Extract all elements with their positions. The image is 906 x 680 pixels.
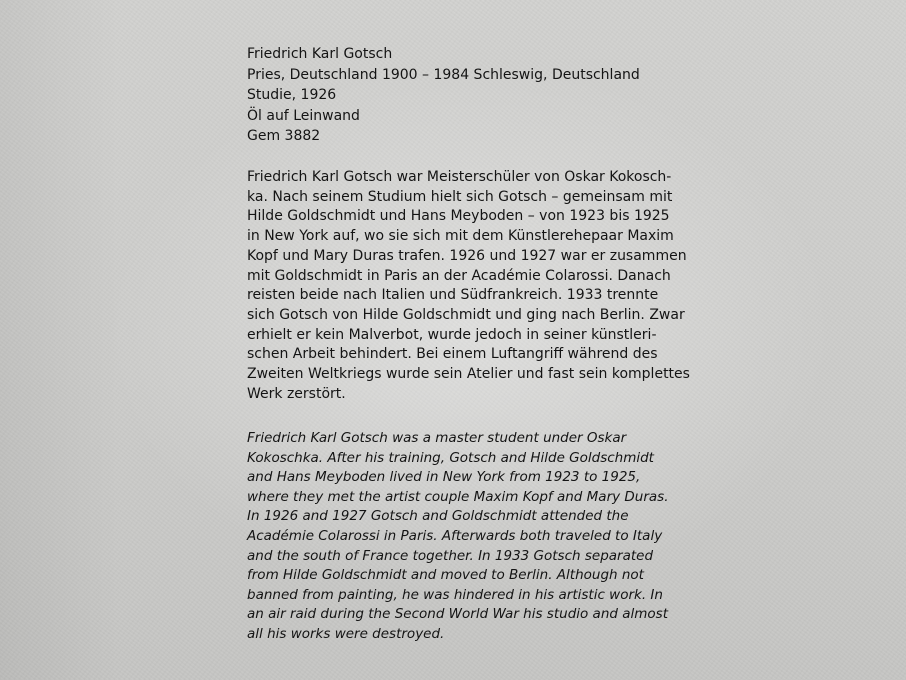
wall-shadow xyxy=(0,0,120,680)
german-line: ka. Nach seinem Studium hielt sich Gotsch – gemeinsam mit xyxy=(247,188,673,205)
german-line: in New York auf, wo sie sich mit dem Künstlerehepaar Maxim xyxy=(247,228,674,245)
german-line: Kopf und Mary Duras trafen. 1926 und 1927 war er zusammen xyxy=(247,247,687,264)
artist-life-dates: Pries, Deutschland 1900 – 1984 Schleswig, Deutschland xyxy=(247,66,640,83)
artwork-title-year: Studie, 1926 xyxy=(247,87,337,103)
english-line: and the south of France together. In 1933 Gotsch separated xyxy=(247,547,654,564)
museum-wall-label xyxy=(247,44,690,642)
german-line: Hilde Goldschmidt und Hans Meyboden – von 1923 bis 1925 xyxy=(247,208,670,225)
german-line: schen Arbeit behindert. Bei einem Luftangriff während des xyxy=(247,346,658,363)
german-line: sich Gotsch von Hilde Goldschmidt und ging nach Berlin. Zwar xyxy=(247,306,685,323)
label-header xyxy=(247,44,677,147)
english-line: Friedrich Karl Gotsch was a master student under Oskar xyxy=(247,430,627,446)
artist-name: Friedrich Karl Gotsch xyxy=(247,46,393,62)
german-line: reisten beide nach Italien und Südfrankreich. 1933 trennte xyxy=(247,287,659,304)
english-description xyxy=(247,429,677,645)
english-line: where they met the artist couple Maxim Kopf and Mary Duras. xyxy=(247,488,669,505)
german-line: Werk zerstört. xyxy=(247,385,346,402)
english-line: from Hilde Goldschmidt and moved to Berlin. Although not xyxy=(247,567,644,584)
english-line: In 1926 and 1927 Gotsch and Goldschmidt attended the xyxy=(247,508,629,525)
inventory-number: Gem 3882 xyxy=(247,128,321,144)
artwork-medium: Öl auf Leinwand xyxy=(247,107,360,124)
english-line: all his works were destroyed. xyxy=(247,625,445,642)
english-line: an air raid during the Second World War his studio and almost xyxy=(247,606,669,623)
german-line: mit Goldschmidt in Paris an der Académie Colarossi. Danach xyxy=(247,267,671,284)
english-line: Kokoschka. After his training, Gotsch and Hilde Goldschmidt xyxy=(247,449,654,466)
german-line: Friedrich Karl Gotsch war Meisterschüler von Oskar Kokosch- xyxy=(247,169,672,185)
english-line: and Hans Meyboden lived in New York from 1923 to 1925, xyxy=(247,469,641,486)
german-line: Zweiten Weltkriegs wurde sein Atelier und fast sein komplettes xyxy=(247,366,690,383)
german-description xyxy=(247,168,690,404)
english-line: banned from painting, he was hindered in his artistic work. In xyxy=(247,586,663,603)
german-line: erhielt er kein Malverbot, wurde jedoch in seiner künstleri- xyxy=(247,326,657,343)
english-line: Académie Colarossi in Paris. Afterwards both traveled to Italy xyxy=(247,527,663,544)
